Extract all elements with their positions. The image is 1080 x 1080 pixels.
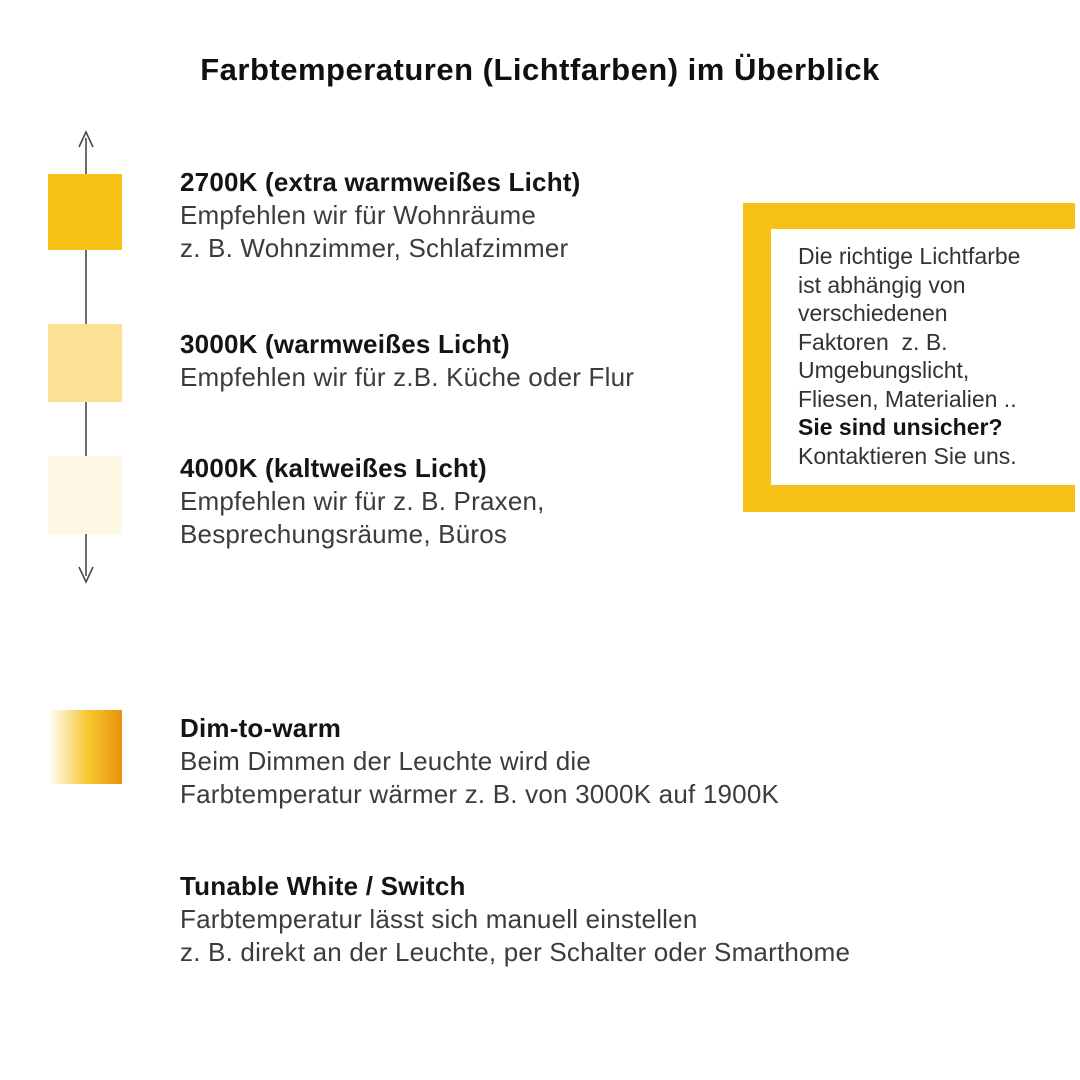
- section-2700k-line1: Empfehlen wir für Wohnräume: [180, 200, 537, 230]
- advice-box: [743, 203, 1075, 512]
- tunable-white-line1: Farbtemperatur lässt sich manuell einstellen: [180, 904, 698, 934]
- section-3000k-heading: 3000K (warmweißes Licht): [180, 329, 510, 359]
- dim-to-warm-line1: Beim Dimmen der Leuchte wird die: [180, 746, 592, 776]
- swatch-2700k: [48, 174, 122, 250]
- advice-line: Die richtige Lichtfarbe: [798, 243, 1021, 269]
- dim-to-warm-line2: Farbtemperatur wärmer z. B. von 3000K auf 1900K: [180, 779, 780, 809]
- section-3000k: [180, 328, 634, 394]
- tunable-white-line2: z. B. direkt an der Leuchte, per Schalter oder Smarthome: [180, 937, 851, 967]
- swatch-dim-to-warm-gradient: [48, 710, 122, 784]
- section-4000k-heading: 4000K (kaltweißes Licht): [180, 453, 487, 483]
- advice-line: Fliesen, Materialien ..: [798, 385, 1017, 412]
- advice-line: ist abhängig von: [798, 271, 966, 298]
- section-4000k-line1: Empfehlen wir für z. B. Praxen,: [180, 486, 545, 516]
- section-4000k: [180, 452, 545, 551]
- swatch-3000k: [48, 324, 122, 402]
- advice-line: Faktoren z. B.: [798, 328, 948, 355]
- dim-to-warm-heading: Dim-to-warm: [180, 713, 342, 743]
- advice-box-text: [771, 229, 1075, 470]
- advice-line-unsure-question: Sie sind unsicher?: [798, 414, 1003, 440]
- section-dim-to-warm: [180, 712, 779, 811]
- section-2700k: [180, 166, 581, 265]
- section-4000k-line2: Besprechungsräume, Büros: [180, 519, 508, 549]
- section-3000k-line1: Empfehlen wir für z.B. Küche oder Flur: [180, 362, 635, 392]
- section-2700k-line2: z. B. Wohnzimmer, Schlafzimmer: [180, 233, 569, 263]
- advice-line: Umgebungslicht,: [798, 357, 970, 383]
- advice-line-contact: Kontaktieren Sie uns.: [798, 442, 1017, 469]
- advice-line: verschiedenen: [798, 300, 948, 326]
- swatch-4000k: [48, 456, 122, 534]
- section-tunable-white: [180, 870, 850, 969]
- tunable-white-heading: Tunable White / Switch: [180, 871, 466, 901]
- section-2700k-heading: 2700K (extra warmweißes Licht): [180, 167, 581, 197]
- page-title: Farbtemperaturen (Lichtfarben) im Überblick: [200, 52, 880, 87]
